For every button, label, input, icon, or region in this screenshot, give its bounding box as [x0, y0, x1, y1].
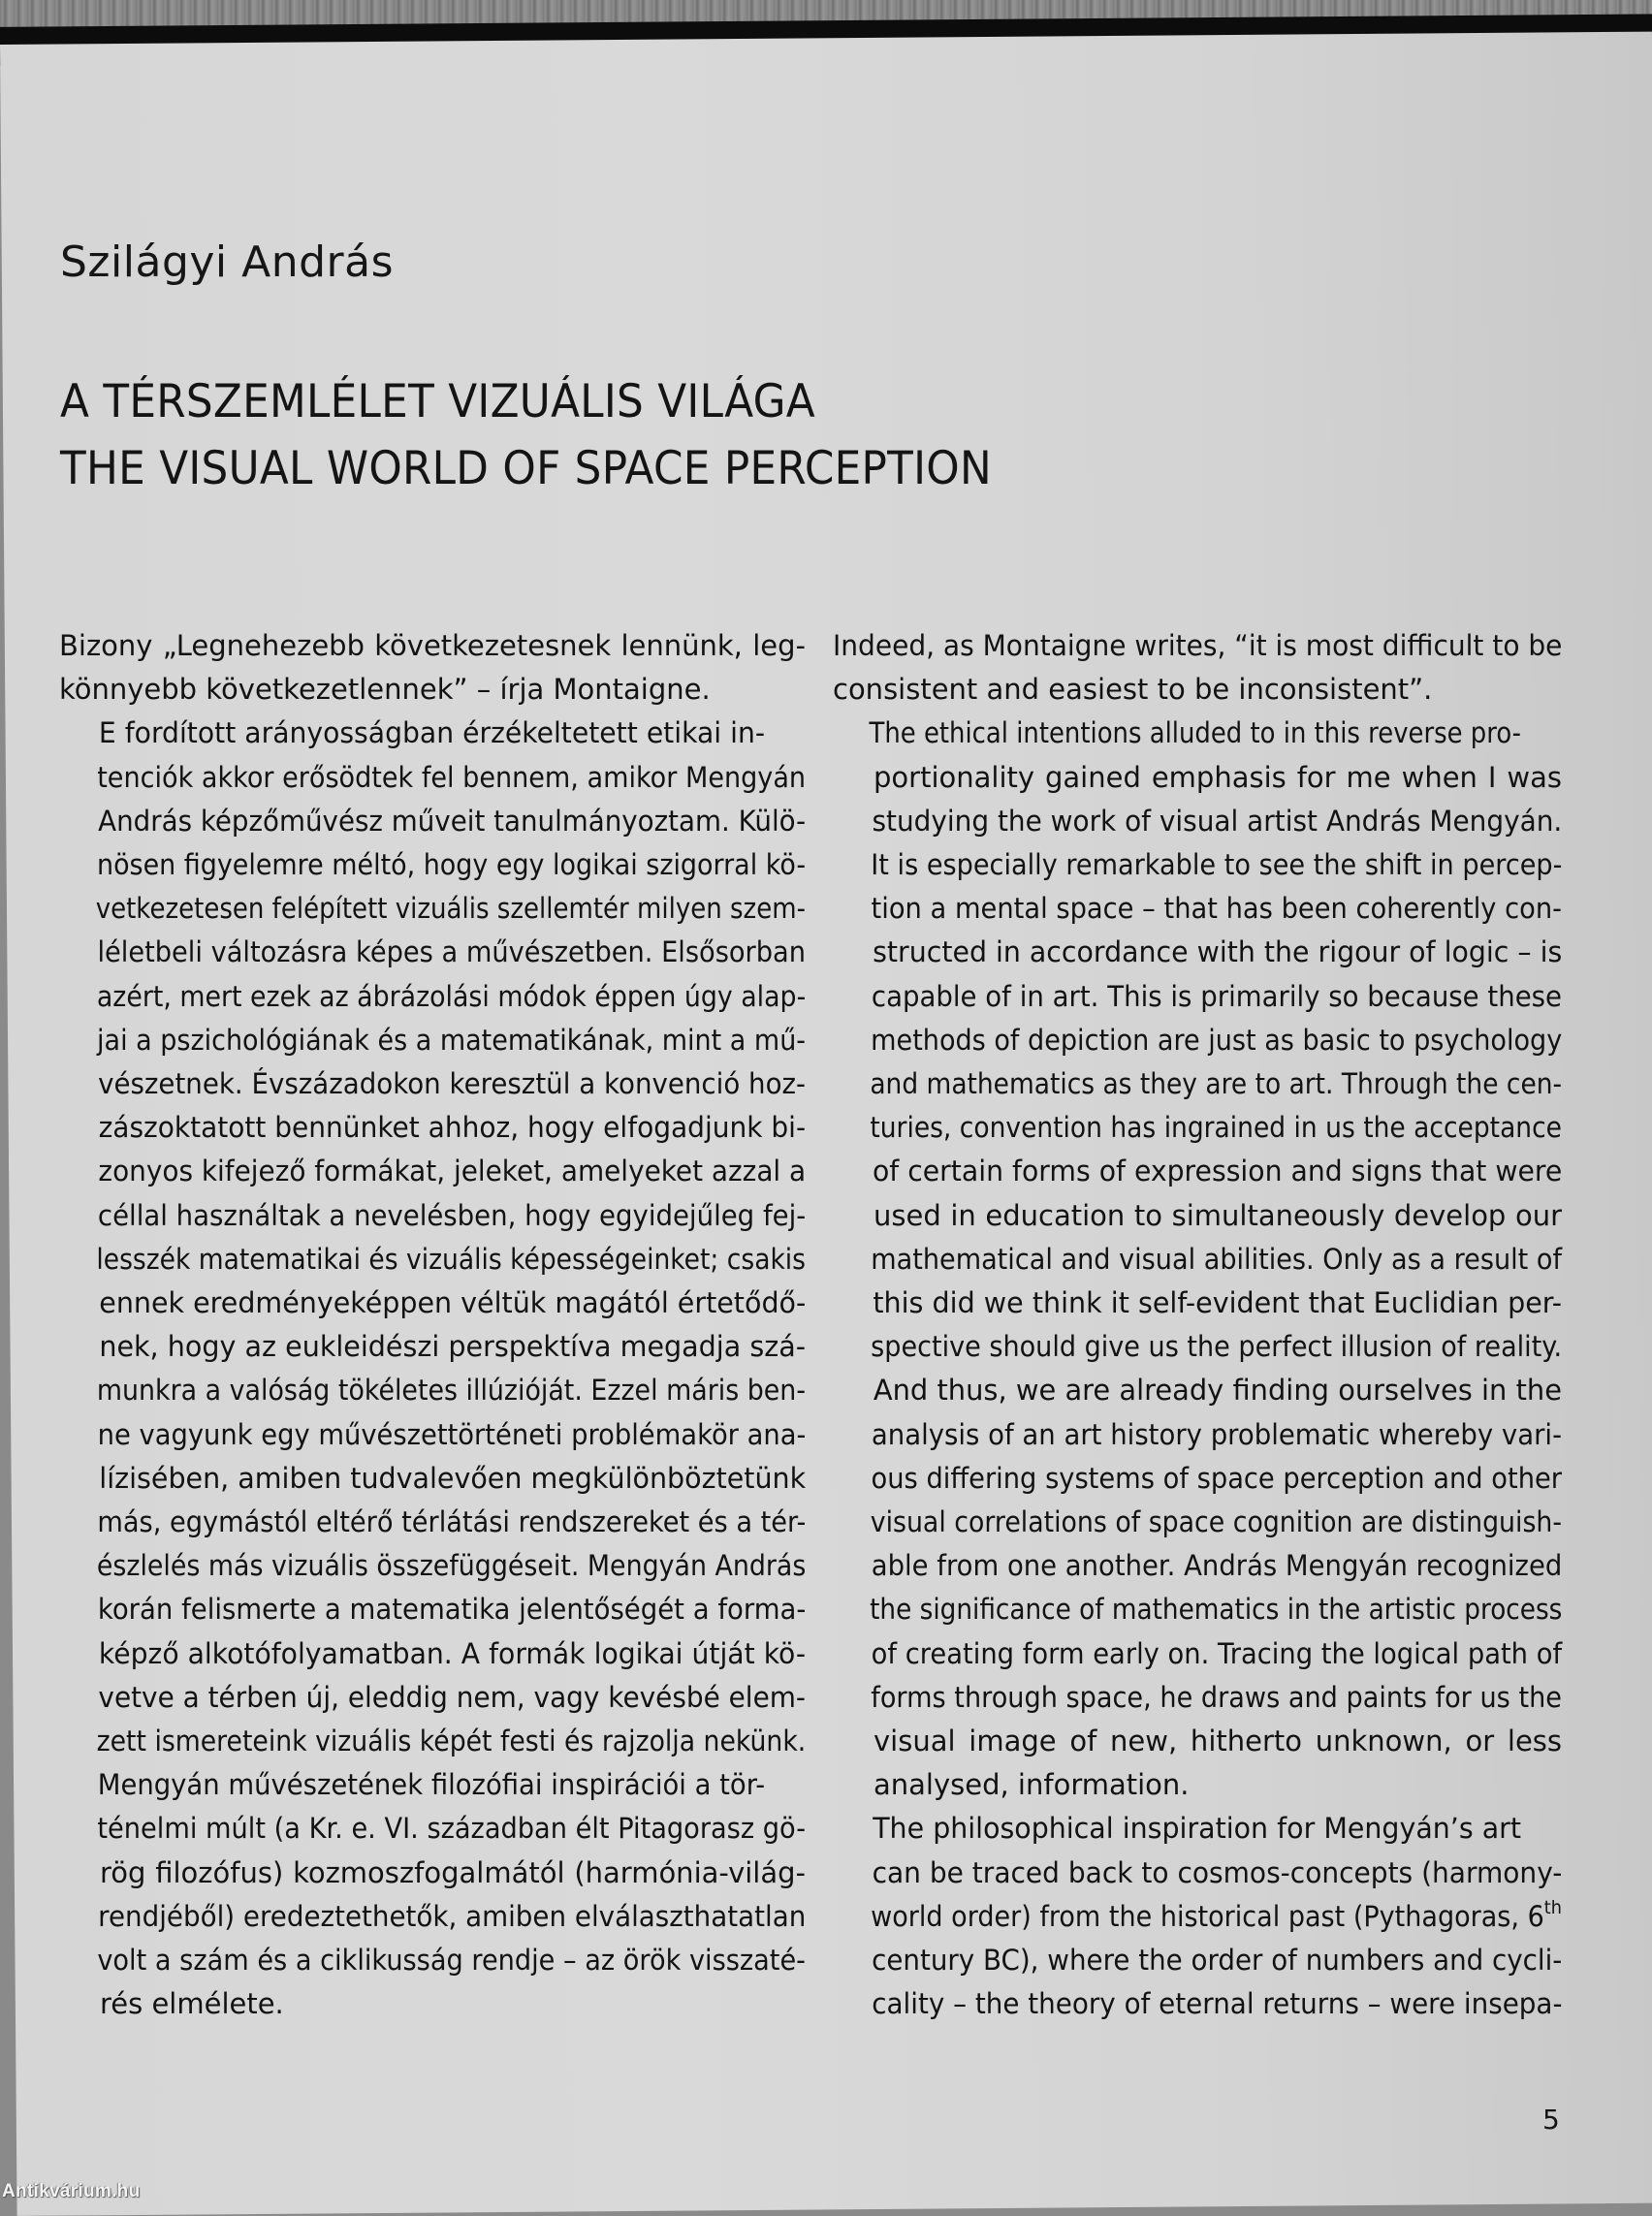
text-line: léletbeli változásra képes a művészetben. Elsősorban: [97, 935, 806, 969]
text-line: más, egymástól eltérő térlátási rendszereket és a tér-: [97, 1505, 807, 1539]
text-line: ennek eredményeképpen véltük magától értetődő-: [99, 1286, 807, 1320]
text-line: ténelmi múlt (a Kr. e. VI. században élt Pitagorasz gö-: [97, 1812, 807, 1846]
text-line: world order) from the historical past (Pythagoras, 6th: [871, 1896, 1562, 1933]
text-line: The ethical intentions alluded to in this reverse pro-: [869, 716, 1522, 750]
text-line: könnyebb következetlennek” – írja Montaigne.: [59, 673, 711, 707]
text-line: képző alkotófolyamatban. A formák logikai útját kö-: [98, 1636, 807, 1670]
watermark-logo: Antikvárium.hu: [2, 2181, 141, 2201]
text-line: forms through space, he draws and paints for us the: [871, 1680, 1562, 1714]
text-line: E fordított arányosságban érzékeltetett etikai in-: [98, 716, 766, 750]
text-line: turies, convention has ingrained in us the acceptance: [870, 1111, 1562, 1145]
text-line: ous differing systems of space perception and other: [871, 1461, 1563, 1495]
text-line: cality – the theory of eternal returns – were insepa-: [872, 1987, 1563, 2021]
paragraph: [59, 1763, 806, 2026]
text-line: Mengyán művészetének filozófiai inspirációi a tör-: [97, 1768, 766, 1802]
text-line: tion a mental space – that has been coherently con-: [871, 892, 1563, 926]
title-english: THE VISUAL WORLD OF SPACE PERCEPTION: [60, 442, 992, 495]
text-line: Bizony „Legnehezebb következetesnek lennünk, leg-: [59, 629, 806, 662]
text-line: The philosophical inspiration for Mengyán’s art: [873, 1812, 1522, 1846]
text-line: észlelés más vizuális összefüggéseit. Mengyán András: [96, 1549, 807, 1583]
text-line: mathematical and visual abilities. Only as a result of: [871, 1242, 1563, 1276]
text-line: consistent and easiest to be inconsistent”.: [833, 673, 1433, 707]
text-line: ne vagyunk egy művészettörténeti problémakör ana-: [97, 1417, 807, 1451]
text-line: zett ismereteink vizuális képét festi és rajzolja nekünk.: [96, 1725, 807, 1758]
author-name: Szilágyi András: [60, 237, 395, 287]
text-line: korán felismerte a matematika jelentőségét a forma-: [97, 1593, 807, 1627]
text-line: vetve a térben új, eleddig nem, vagy kevésbé elem-: [98, 1680, 807, 1714]
text-line: studying the work of visual artist András Mengyán.: [872, 804, 1563, 838]
text-line: used in education to simultaneously develop our: [874, 1198, 1562, 1232]
paragraph: [833, 624, 1562, 712]
paragraph: [59, 624, 806, 712]
text-line: visual image of new, hitherto unknown, or less: [874, 1725, 1562, 1758]
text-line: the significance of mathematics in the artistic process: [870, 1593, 1563, 1627]
text-line: tenciók akkor erősödtek fel bennem, amikor Mengyán: [97, 760, 807, 794]
text-line: structed in accordance with the rigour of logic – is: [873, 935, 1563, 969]
text-line: It is especially remarkable to see the shift in percep-: [871, 848, 1563, 882]
text-line: zászoktatott bennünket ahhoz, hogy elfogadjunk bi-: [98, 1111, 807, 1145]
page-number: 5: [1542, 2104, 1560, 2136]
text-line: volt a szám és a ciklikusság rendje – az örök visszaté-: [97, 1944, 806, 1978]
text-line: nek, hogy az eukleidészi perspektíva megadja szá-: [99, 1330, 807, 1364]
text-line: capable of in art. This is primarily so because these: [871, 979, 1563, 1013]
text-line: azért, mert ezek az ábrázolási módok éppen úgy alap-: [96, 979, 807, 1013]
text-line: able from one another. András Mengyán recognized: [871, 1549, 1563, 1583]
title-hungarian: A TÉRSZEMLÉLET VIZUÁLIS VILÁGA: [60, 375, 815, 428]
text-line: zonyos kifejező formákat, jeleket, amelyeket azzal a: [98, 1155, 807, 1188]
text-line: can be traced back to cosmos-concepts (harmony-: [872, 1855, 1563, 1889]
paragraph: [833, 1807, 1562, 2026]
text-line: this did we think it self-evident that Euclidian per-: [873, 1286, 1563, 1320]
text-line: analysis of an art history problematic whereby vari-: [871, 1417, 1563, 1451]
text-line: András képzőművész műveit tanulmányoztam. Külö-: [98, 804, 807, 838]
text-line: céllal használtak a nevelésben, hogy egyidejűleg fej-: [97, 1198, 807, 1232]
text-line: rög filozófus) kozmoszfogalmától (harmónia-világ-: [100, 1855, 806, 1889]
text-line: spective should give us the perfect illusion of reality.: [871, 1330, 1563, 1364]
text-line: century BC), where the order of numbers and cycli-: [872, 1944, 1563, 1978]
text-line: rendjéből) eredeztethetők, amiben elválaszthatatlan: [98, 1899, 807, 1933]
text-line: And thus, we are already finding ourselves in the: [873, 1374, 1562, 1408]
text-line: and mathematics as they are to art. Through the cen-: [870, 1067, 1563, 1101]
text-line: vészetnek. Évszázadokon keresztül a konvenció hoz-: [98, 1067, 807, 1101]
paragraph: [59, 712, 806, 1763]
text-line: munkra a valóság tökéletes illúzióját. Ezzel máris ben-: [96, 1374, 807, 1408]
text-line: nösen figyelemre méltó, hogy egy logikai szigorral kö-: [97, 848, 807, 882]
hungarian-text-column: [59, 624, 806, 2027]
text-line: lesszék matematikai és vizuális képességeinket; csakis: [96, 1242, 807, 1276]
superscript: th: [1543, 1896, 1562, 1918]
text-line: of certain forms of expression and signs that were: [872, 1155, 1563, 1188]
text-line: of creating form early on. Tracing the logical path of: [871, 1636, 1563, 1670]
text-line: rés elmélete.: [100, 1987, 284, 2021]
paragraph: [833, 712, 1562, 1807]
text-line: Indeed, as Montaigne writes, “it is most difficult to be: [833, 629, 1563, 662]
text-line: vetkezetesen felépített vizuális szellemtér milyen szem-: [95, 892, 806, 926]
article-title: [60, 368, 1062, 502]
text-line: portionality gained emphasis for me when I was: [874, 760, 1562, 794]
text-line: jai a pszichológiának és a matematikának, mint a mű-: [97, 1023, 807, 1057]
text-line: visual correlations of space cognition are distinguish-: [870, 1505, 1563, 1539]
english-text-column: [833, 624, 1562, 2027]
text-line: analysed, information.: [874, 1768, 1190, 1802]
text-line: lízisében, amiben tudvalevően megkülönböztetünk: [99, 1461, 807, 1495]
text-line: methods of depiction are just as basic to psychology: [871, 1023, 1563, 1057]
